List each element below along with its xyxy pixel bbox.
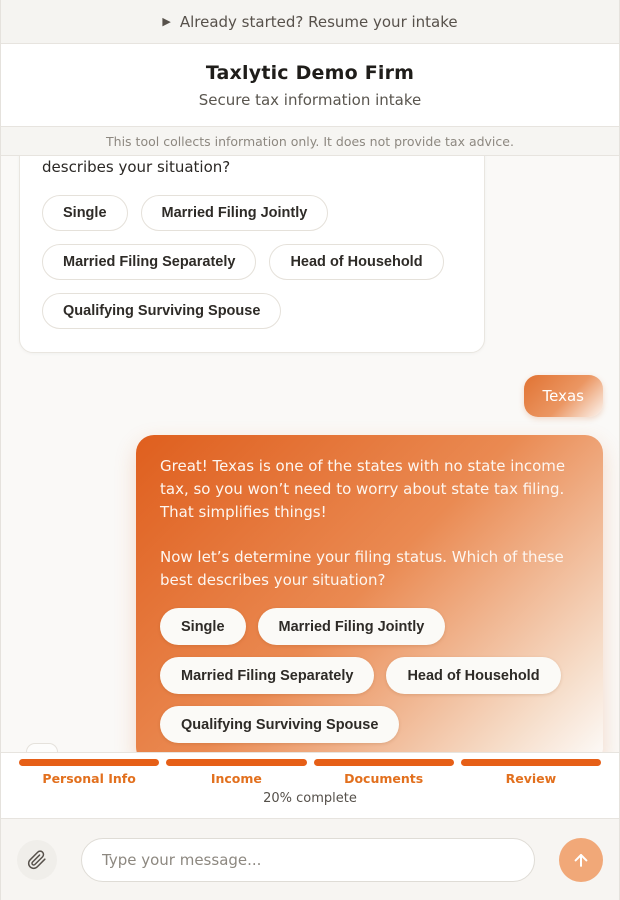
progress-percent-text: 20% complete [263,791,357,806]
assistant-message-clipped [19,156,485,353]
progress-bars [19,759,601,766]
option-single[interactable]: Single [42,195,128,231]
firm-title: Taxlytic Demo Firm [205,61,415,84]
message-input[interactable] [81,838,535,882]
progress-bar-personal-info [19,759,159,766]
option-married-filing-jointly[interactable]: Married Filing Jointly [141,195,329,231]
assistant-paragraph-1: Great! Texas is one of the states with no state income tax, so you won’t need to worry about state tax filing. That simplifies things! [160,456,566,521]
option-qualifying-surviving-spouse[interactable]: Qualifying Surviving Spouse [160,706,399,743]
resume-intake-toggle[interactable] [1,0,619,44]
step-label-review: Review [505,771,557,786]
disclaimer-text: This tool collects information only. It does not provide tax advice. [106,133,514,149]
disclaimer-bar [1,127,619,156]
progress-bar-income [166,759,306,766]
message-composer [1,818,619,900]
option-married-filing-separately[interactable]: Married Filing Separately [160,657,374,694]
assistant-message-text: describes your situation? [42,158,231,176]
firm-header [1,44,619,127]
arrow-up-icon [571,850,591,870]
option-married-filing-separately[interactable]: Married Filing Separately [42,244,256,280]
firm-subtitle: Secure tax information intake [198,90,422,109]
option-single[interactable]: Single [160,608,246,645]
option-married-filing-jointly[interactable]: Married Filing Jointly [258,608,446,645]
progress-bar-review [461,759,601,766]
user-message-text: Texas [542,386,584,405]
disclosure-triangle-icon: ▶ [162,15,171,28]
step-label-income: Income [210,771,262,786]
option-head-of-household[interactable]: Head of Household [269,244,443,280]
user-message-texas [524,375,603,417]
chat-scroll-area[interactable] [1,156,619,752]
step-label-personal-info: Personal Info [42,771,136,786]
progress-tracker [1,752,619,818]
send-message-button[interactable] [559,838,603,882]
option-head-of-household[interactable]: Head of Household [386,657,560,694]
resume-intake-label: Already started? Resume your intake [179,12,458,31]
step-label-documents: Documents [344,771,424,786]
assistant-paragraph-2: Now let’s determine your filing status. Which of these best describes your situation? [160,547,564,589]
attach-file-button[interactable] [17,840,57,880]
assistant-message-latest [136,435,603,752]
progress-bar-documents [314,759,454,766]
option-qualifying-surviving-spouse[interactable]: Qualifying Surviving Spouse [42,293,281,329]
next-message-peek [26,743,58,752]
progress-labels [19,771,601,786]
paperclip-icon [27,850,47,870]
